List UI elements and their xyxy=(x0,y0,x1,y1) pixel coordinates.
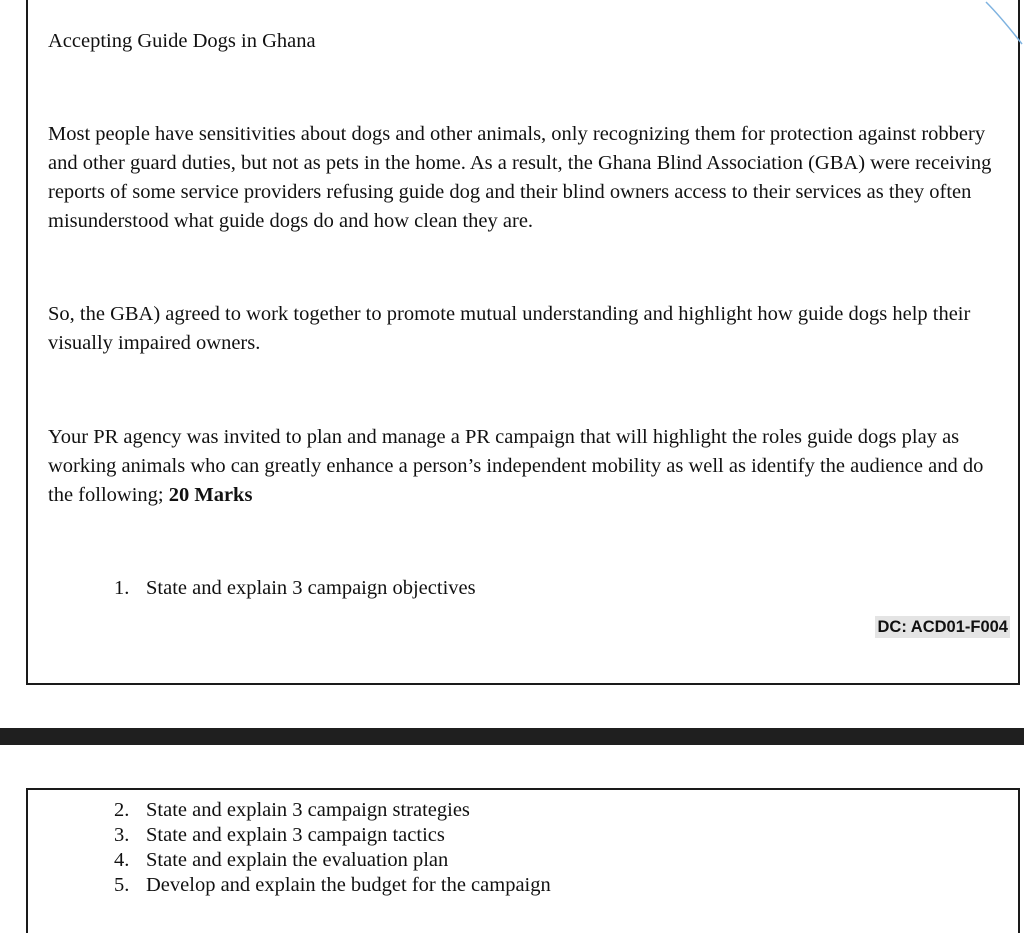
question-item xyxy=(114,873,551,898)
document-code: DC: ACD01-F004 xyxy=(877,618,1008,636)
marks-label: 20 Marks xyxy=(168,484,253,506)
question-item xyxy=(114,848,448,873)
question-item xyxy=(114,798,470,823)
question-text: Develop and explain the budget for the campaign xyxy=(146,874,551,896)
question-number: 4. xyxy=(114,849,130,871)
paragraph-background: Most people have sensitivities about dogs and other animals, only recognizing them for protection against robbery and other guard duties, but not as pets in the home. As a result, the Ghana Blind Association (GBA) were receiving reports of some service providers refusing guide dog and their blind owners access to their services as they often misunderstood what guide dogs do and how clean they are. xyxy=(48,123,992,232)
question-text: State and explain 3 campaign tactics xyxy=(146,824,445,846)
document-title: Accepting Guide Dogs in Ghana xyxy=(48,30,316,52)
question-text: State and explain 3 campaign objectives xyxy=(146,577,476,599)
question-number: 5. xyxy=(114,874,130,896)
task-text: Your PR agency was invited to plan and manage a PR campaign that will highlight the roles guide dogs play as working animals who can greatly enhance a person’s independent mobility as well as identify the audience and do the following; xyxy=(48,426,984,506)
pen-scribble-icon xyxy=(984,0,1024,60)
document-page-2 xyxy=(26,788,1020,933)
document-page-1 xyxy=(26,0,1020,685)
question-number: 1. xyxy=(114,577,130,599)
question-text: State and explain the evaluation plan xyxy=(146,849,449,871)
question-item xyxy=(114,576,476,601)
paragraph-task xyxy=(48,423,1013,510)
question-number: 3. xyxy=(114,824,130,846)
question-text: State and explain 3 campaign strategies xyxy=(146,799,470,821)
question-item xyxy=(114,823,445,848)
paragraph-agreement: So, the GBA) agreed to work together to promote mutual understanding and highlight how guide dogs help their visually impaired owners. xyxy=(48,303,971,354)
page-separator xyxy=(0,728,1024,745)
question-number: 2. xyxy=(114,799,130,821)
